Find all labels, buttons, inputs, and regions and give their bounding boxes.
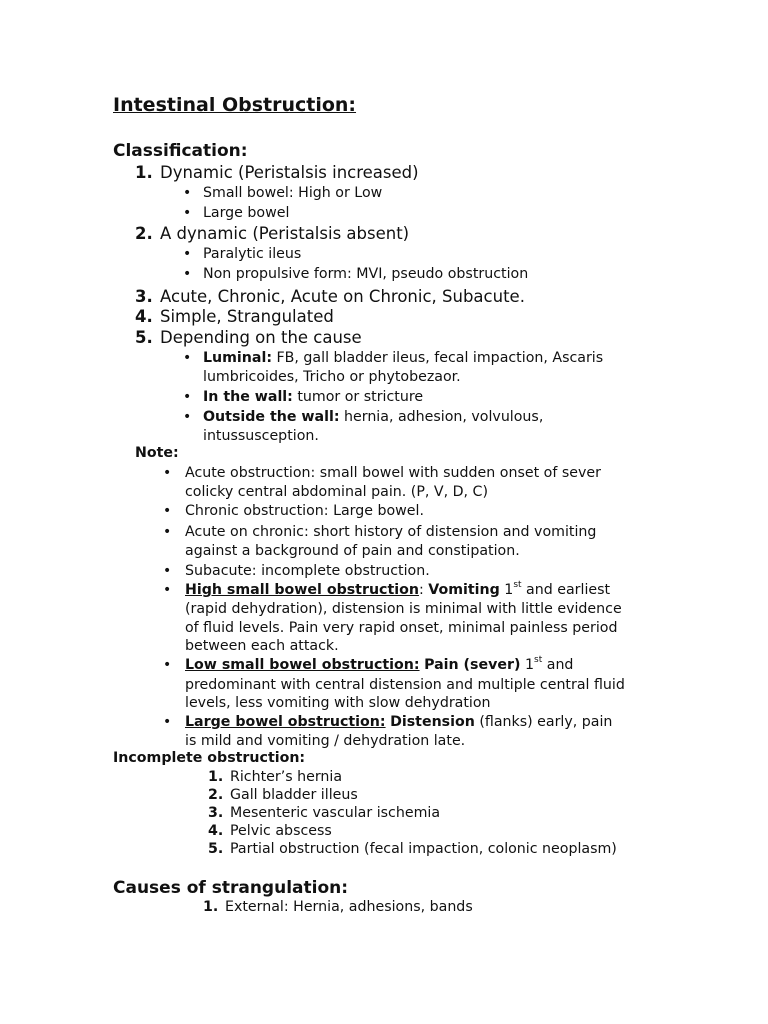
note-pre: 1: [520, 657, 535, 673]
item-number: 2.: [208, 787, 224, 803]
item-number: 3.: [135, 287, 153, 306]
item-text: Partial obstruction (fecal impaction, colonic neoplasm): [230, 841, 617, 857]
bullet-dot-icon: •: [163, 465, 172, 481]
note-text: against a background of pain and constipation.: [185, 543, 520, 559]
note-label: Large bowel obstruction:: [185, 714, 386, 730]
note-sep: :: [418, 582, 429, 598]
item-text: Simple, Strangulated: [160, 307, 334, 326]
bullet-dot-icon: •: [163, 714, 172, 730]
bullet-dot-icon: •: [183, 389, 192, 405]
note-strong: Vomiting: [428, 582, 500, 598]
item-text: Gall bladder illeus: [230, 787, 358, 803]
note-pre: (flanks) early, pain: [474, 714, 613, 730]
bullet-dot-icon: •: [183, 266, 192, 282]
cause-text: tumor or stricture: [292, 389, 424, 405]
note-heading: Note:: [135, 445, 179, 461]
bullet-dot-icon: •: [163, 503, 172, 519]
note-pre: 1: [499, 582, 514, 598]
bullet-dot-icon: •: [183, 205, 192, 221]
sub-text: Paralytic ileus: [203, 246, 302, 262]
item-text: Depending on the cause: [160, 328, 362, 347]
cause-text: FB, gall bladder ileus, fecal impaction, Ascaris: [272, 350, 604, 366]
cause-label: Luminal:: [203, 350, 272, 366]
page-title: Intestinal Obstruction:: [113, 94, 357, 116]
item-text: Pelvic abscess: [230, 823, 332, 839]
note-label: Low small bowel obstruction:: [185, 657, 420, 673]
item-text: Acute, Chronic, Acute on Chronic, Subacute.: [160, 287, 525, 306]
bullet-dot-icon: •: [183, 409, 192, 425]
sub-text: Large bowel: [203, 205, 290, 221]
classification-heading: Classification:: [113, 141, 248, 161]
note-text: of fluid levels. Pain very rapid onset, minimal painless period: [185, 620, 618, 636]
item-text: Mesenteric vascular ischemia: [230, 805, 441, 821]
cause-text-cont: lumbricoides, Tricho or phytobezaor.: [203, 369, 461, 385]
item-text: Dynamic (Peristalsis increased): [160, 163, 419, 182]
item-number: 2.: [135, 224, 153, 243]
item-text: Richter’s hernia: [230, 769, 343, 785]
note-label: High small bowel obstruction: [185, 582, 419, 598]
note-strong: Distension: [390, 714, 475, 730]
item-number: 5.: [135, 328, 153, 347]
strangulation-heading: Causes of strangulation:: [113, 878, 349, 898]
item-number: 5.: [208, 841, 224, 857]
note-text: is mild and vomiting / dehydration late.: [185, 733, 466, 749]
sub-text: Non propulsive form: MVI, pseudo obstruction: [203, 266, 529, 282]
sub-text: Small bowel: High or Low: [203, 185, 383, 201]
note-sup: st: [534, 655, 543, 666]
item-number: 1.: [203, 899, 219, 915]
note-text: (rapid dehydration), distension is minimal with little evidence: [185, 601, 622, 617]
bullet-dot-icon: •: [183, 246, 192, 262]
item-text: External: Hernia, adhesions, bands: [225, 899, 473, 915]
note-text: Chronic obstruction: Large bowel.: [185, 503, 424, 519]
bullet-dot-icon: •: [163, 563, 172, 579]
bullet-dot-icon: •: [163, 657, 172, 673]
note-text: Acute on chronic: short history of distension and vomiting: [185, 524, 597, 540]
item-number: 4.: [208, 823, 224, 839]
cause-label: Outside the wall:: [203, 409, 340, 425]
bullet-dot-icon: •: [163, 524, 172, 540]
item-number: 1.: [135, 163, 153, 182]
note-post: and: [542, 657, 574, 673]
item-text: A dynamic (Peristalsis absent): [160, 224, 410, 243]
cause-text: hernia, adhesion, volvulous,: [339, 409, 544, 425]
note-text: predominant with central distension and multiple central fluid: [185, 677, 625, 693]
item-number: 3.: [208, 805, 224, 821]
bullet-dot-icon: •: [183, 185, 192, 201]
note-text: levels, less vomiting with slow dehydration: [185, 695, 491, 711]
cause-label: In the wall:: [203, 389, 293, 405]
cause-text-cont: intussusception.: [203, 428, 319, 444]
note-text: colicky central abdominal pain. (P, V, D, C): [185, 484, 489, 500]
item-number: 1.: [208, 769, 224, 785]
item-number: 4.: [135, 307, 153, 326]
note-post: and earliest: [521, 582, 611, 598]
incomplete-heading: Incomplete obstruction:: [113, 750, 306, 766]
bullet-dot-icon: •: [163, 582, 172, 598]
bullet-dot-icon: •: [183, 350, 192, 366]
note-text: Subacute: incomplete obstruction.: [185, 563, 430, 579]
note-text: Acute obstruction: small bowel with sudden onset of sever: [185, 465, 601, 481]
note-text: between each attack.: [185, 638, 339, 654]
note-sup: st: [513, 580, 522, 591]
note-strong: Pain (sever): [424, 657, 521, 673]
